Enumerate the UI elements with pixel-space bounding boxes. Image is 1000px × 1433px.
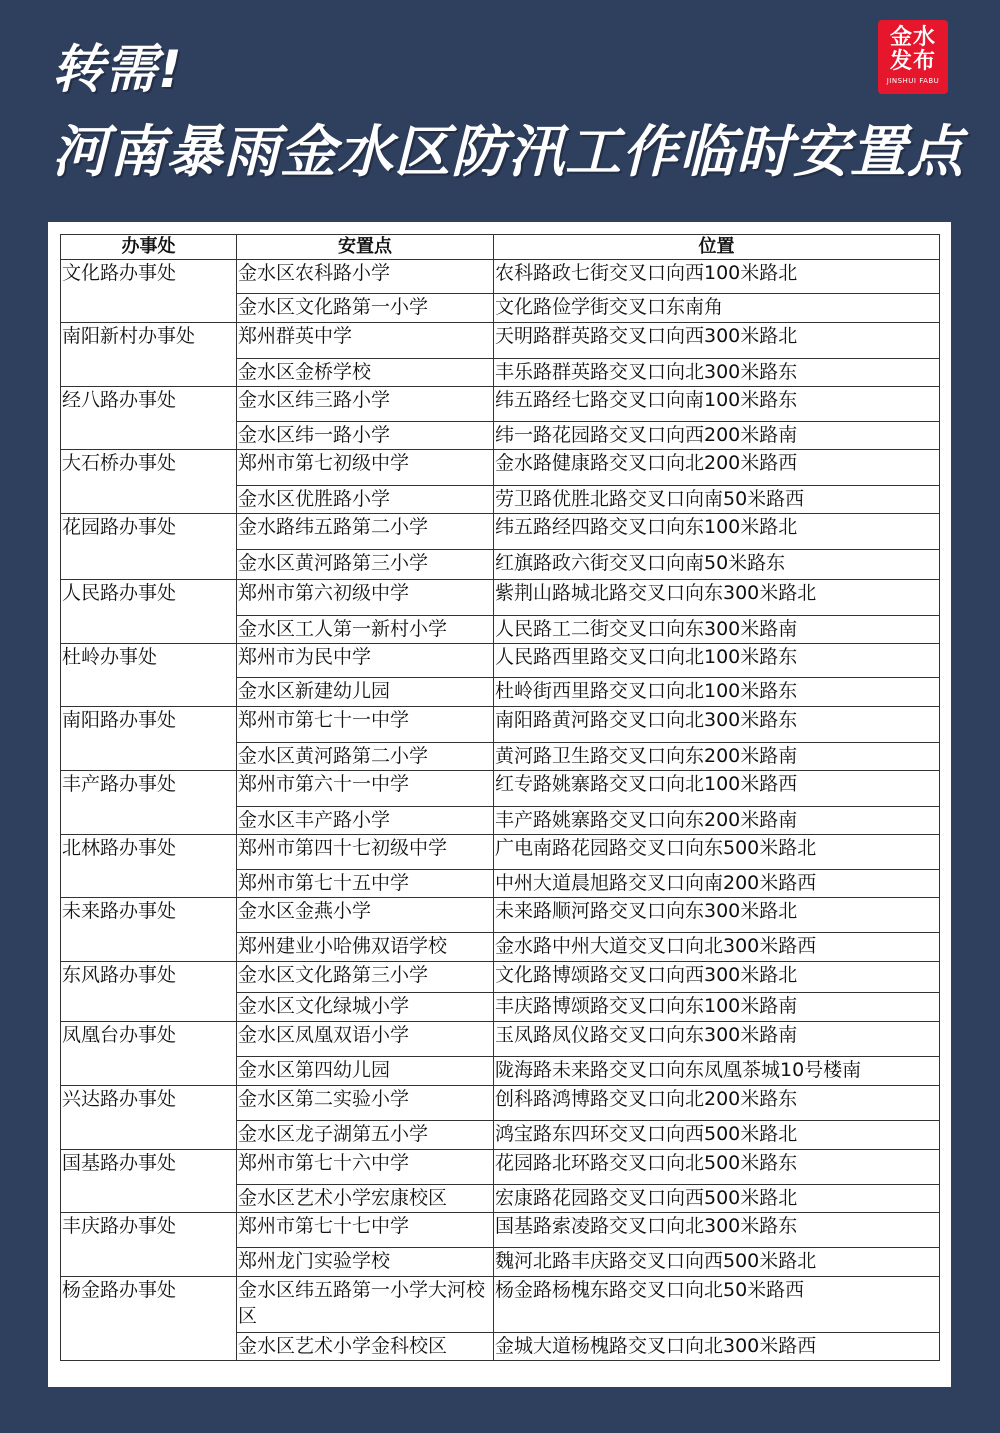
location-cell: 中州大道晨旭路交叉口向南200米路西: [494, 870, 940, 898]
site-cell: 金水区农科路小学: [237, 260, 494, 294]
site-cell: 郑州市第七十一中学: [237, 707, 494, 743]
office-cell: 北林路办事处: [61, 835, 237, 898]
location-cell: 金水路中州大道交叉口向北300米路西: [494, 933, 940, 962]
location-cell: 魏河北路丰庆路交叉口向西500米路北: [494, 1248, 940, 1277]
table-row: [61, 707, 940, 743]
location-cell: 南阳路黄河路交叉口向北300米路东: [494, 707, 940, 743]
site-cell: 金水区凤凰双语小学: [237, 1022, 494, 1057]
office-cell: 杨金路办事处: [61, 1277, 237, 1361]
table-row: [61, 835, 940, 870]
site-cell: 金水区黄河路第三小学: [237, 550, 494, 580]
location-cell: 未来路顺河路交叉口向东300米路北: [494, 898, 940, 933]
page-title-line-1: 转需!: [52, 40, 183, 100]
location-cell: 农科路政七街交叉口向西100米路北: [494, 260, 940, 294]
office-cell: 丰产路办事处: [61, 771, 237, 835]
site-cell: 金水路纬五路第二小学: [237, 514, 494, 550]
table-row: [61, 1022, 940, 1057]
header-site: 安置点: [237, 235, 494, 260]
site-cell: 金水区艺术小学金科校区: [237, 1333, 494, 1361]
shelter-table: [60, 234, 940, 1361]
site-cell: 金水区文化绿城小学: [237, 993, 494, 1022]
site-cell: 郑州市第七十七中学: [237, 1213, 494, 1248]
location-cell: 花园路北环路交叉口向北500米路东: [494, 1150, 940, 1185]
site-cell: 金水区第四幼儿园: [237, 1057, 494, 1086]
office-cell: 大石桥办事处: [61, 450, 237, 514]
site-cell: 金水区金燕小学: [237, 898, 494, 933]
site-cell: 金水区龙子湖第五小学: [237, 1121, 494, 1150]
site-cell: 金水区纬一路小学: [237, 422, 494, 450]
site-cell: 郑州市第七十五中学: [237, 870, 494, 898]
location-cell: 文化路俭学街交叉口东南角: [494, 294, 940, 323]
site-cell: 郑州市第四十七初级中学: [237, 835, 494, 870]
logo-text: 金水发布: [889, 25, 936, 74]
site-cell: 金水区纬五路第一小学大河校区: [237, 1277, 494, 1333]
location-cell: 丰产路姚寨路交叉口向东200米路南: [494, 807, 940, 835]
table-row: [61, 1277, 940, 1333]
table-row: [61, 962, 940, 993]
site-cell: 郑州市第七初级中学: [237, 450, 494, 486]
office-cell: 花园路办事处: [61, 514, 237, 580]
table-row: [61, 387, 940, 422]
table-row: [61, 323, 940, 359]
table-panel: [48, 222, 951, 1387]
location-cell: 玉凤路凤仪路交叉口向东300米路南: [494, 1022, 940, 1057]
location-cell: 紫荆山路城北路交叉口向东300米路北: [494, 580, 940, 616]
table-row: [61, 644, 940, 678]
office-cell: 南阳新村办事处: [61, 323, 237, 387]
location-cell: 广电南路花园路交叉口向东500米路北: [494, 835, 940, 870]
location-cell: 天明路群英路交叉口向西300米路北: [494, 323, 940, 359]
location-cell: 鸿宝路东四环交叉口向西500米路北: [494, 1121, 940, 1150]
location-cell: 国基路索凌路交叉口向北300米路东: [494, 1213, 940, 1248]
location-cell: 宏康路花园路交叉口向西500米路北: [494, 1185, 940, 1213]
office-cell: 杜岭办事处: [61, 644, 237, 707]
page-title-line-2: 河南暴雨金水区防汛工作临时安置点: [52, 120, 964, 185]
office-cell: 丰庆路办事处: [61, 1213, 237, 1277]
office-cell: 凤凰台办事处: [61, 1022, 237, 1086]
site-cell: 郑州群英中学: [237, 323, 494, 359]
site-cell: 金水区工人第一新村小学: [237, 616, 494, 644]
site-cell: 郑州龙门实验学校: [237, 1248, 494, 1277]
office-cell: 兴达路办事处: [61, 1086, 237, 1150]
site-cell: 郑州市第七十六中学: [237, 1150, 494, 1185]
location-cell: 丰乐路群英路交叉口向北300米路东: [494, 359, 940, 387]
office-cell: 未来路办事处: [61, 898, 237, 962]
table-row: [61, 580, 940, 616]
logo-subtext: JINSHUI FABU: [886, 77, 940, 85]
site-cell: 金水区新建幼儿园: [237, 678, 494, 707]
header-location: 位置: [494, 235, 940, 260]
location-cell: 杨金路杨槐东路交叉口向北50米路西: [494, 1277, 940, 1333]
table-row: [61, 898, 940, 933]
table-row: [61, 1150, 940, 1185]
location-cell: 纬五路经四路交叉口向东100米路北: [494, 514, 940, 550]
office-cell: 南阳路办事处: [61, 707, 237, 771]
table-row: [61, 450, 940, 486]
office-cell: 文化路办事处: [61, 260, 237, 323]
office-cell: 人民路办事处: [61, 580, 237, 644]
location-cell: 红旗路政六街交叉口向南50米路东: [494, 550, 940, 580]
location-cell: 陇海路未来路交叉口向东凤凰茶城10号楼南: [494, 1057, 940, 1086]
header-office: 办事处: [61, 235, 237, 260]
site-cell: 金水区丰产路小学: [237, 807, 494, 835]
location-cell: 金城大道杨槐路交叉口向北300米路西: [494, 1333, 940, 1361]
location-cell: 杜岭街西里路交叉口向北100米路东: [494, 678, 940, 707]
location-cell: 金水路健康路交叉口向北200米路西: [494, 450, 940, 486]
location-cell: 文化路博颂路交叉口向西300米路北: [494, 962, 940, 993]
location-cell: 丰庆路博颂路交叉口向东100米路南: [494, 993, 940, 1022]
location-cell: 创科路鸿博路交叉口向北200米路东: [494, 1086, 940, 1121]
location-cell: 纬五路经七路交叉口向南100米路东: [494, 387, 940, 422]
site-cell: 金水区文化路第一小学: [237, 294, 494, 323]
location-cell: 黄河路卫生路交叉口向东200米路南: [494, 743, 940, 771]
site-cell: 郑州建业小哈佛双语学校: [237, 933, 494, 962]
site-cell: 金水区艺术小学宏康校区: [237, 1185, 494, 1213]
office-cell: 东风路办事处: [61, 962, 237, 1022]
table-row: [61, 514, 940, 550]
site-cell: 金水区第二实验小学: [237, 1086, 494, 1121]
site-cell: 金水区黄河路第二小学: [237, 743, 494, 771]
site-cell: 郑州市第六初级中学: [237, 580, 494, 616]
jinshui-fabu-logo: [878, 20, 948, 94]
site-cell: 金水区金桥学校: [237, 359, 494, 387]
location-cell: 纬一路花园路交叉口向西200米路南: [494, 422, 940, 450]
site-cell: 郑州市为民中学: [237, 644, 494, 678]
site-cell: 金水区优胜路小学: [237, 486, 494, 514]
table-row: [61, 1086, 940, 1121]
office-cell: 经八路办事处: [61, 387, 237, 450]
table-row: [61, 260, 940, 294]
location-cell: 劳卫路优胜北路交叉口向南50米路西: [494, 486, 940, 514]
site-cell: 金水区文化路第三小学: [237, 962, 494, 993]
table-row: [61, 1213, 940, 1248]
office-cell: 国基路办事处: [61, 1150, 237, 1213]
location-cell: 人民路西里路交叉口向北100米路东: [494, 644, 940, 678]
site-cell: 郑州市第六十一中学: [237, 771, 494, 807]
table-body: [61, 260, 940, 1361]
site-cell: 金水区纬三路小学: [237, 387, 494, 422]
location-cell: 红专路姚寨路交叉口向北100米路西: [494, 771, 940, 807]
location-cell: 人民路工二街交叉口向东300米路南: [494, 616, 940, 644]
table-header-row: [61, 235, 940, 260]
table-row: [61, 771, 940, 807]
